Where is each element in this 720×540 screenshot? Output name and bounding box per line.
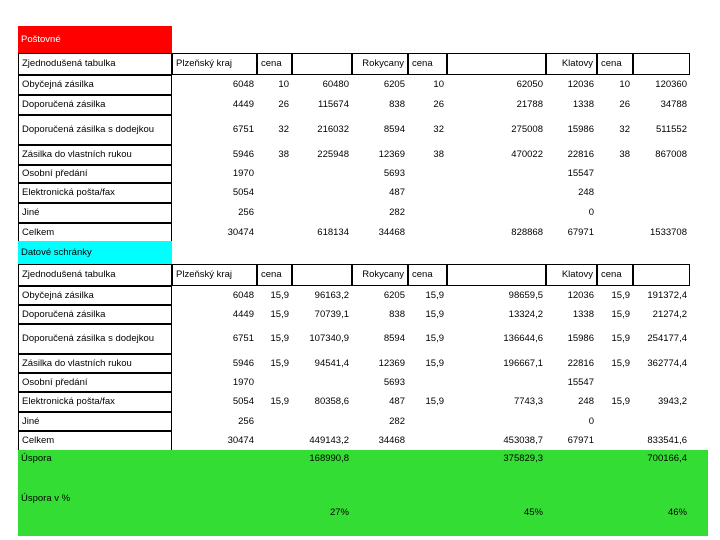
section1-osobni-predani-cell: [292, 165, 352, 183]
section2-jine-label: Jiné: [18, 412, 172, 431]
section1-elektronicka-posta-cell: [408, 183, 447, 203]
section1-header-cell: Plzeňský kraj: [172, 53, 257, 75]
section1-elektronicka-posta-cell: 5054: [232, 187, 254, 199]
section2-obycejna-cell: 98659,5: [508, 289, 543, 301]
section2-elektronicka-posta-cell: 15,9: [611, 396, 630, 408]
section1-doporucena-label: Doporučená zásilka: [18, 95, 172, 115]
section1-osobni-predani-cell: [633, 165, 690, 183]
section1-celkem-cell: 34468: [378, 227, 405, 239]
section1-jine-cell: [292, 203, 352, 223]
section1-vlastni-ruce-cell: 22816: [567, 149, 594, 161]
section1-doporucena-cell: 21788: [516, 99, 543, 111]
section1-obycejna-cell: 120360: [655, 79, 687, 91]
section1-doporucena-dodejka-cell: 15986: [567, 124, 594, 136]
section1-header-cell: cena: [257, 53, 292, 75]
section1-header-cell: [447, 53, 546, 75]
section2-vlastni-ruce-cell: 5946: [232, 357, 254, 369]
section1-osobni-predani-cell: [447, 165, 546, 183]
section2-obycejna-cell: 15,9: [270, 289, 289, 301]
section2-elektronicka-posta-cell: 3943,2: [657, 396, 687, 408]
section2-obycejna-cell: 96163,2: [314, 289, 349, 301]
section2-jine-cell: 282: [389, 415, 405, 427]
section2-celkem-cell: [597, 431, 633, 451]
section2-celkem-cell: [257, 431, 292, 451]
section1-doporucena-dodejka-cell: 511552: [656, 124, 687, 136]
section2-obycejna-cell: 191372,4: [647, 289, 687, 301]
section2-osobni-predani-cell: 5693: [383, 376, 405, 388]
section1-elektronicka-posta-cell: [292, 183, 352, 203]
section2-doporucena-dodejka-cell: 15986: [567, 333, 594, 345]
section1-elektronicka-posta-cell: [597, 183, 633, 203]
section2-elektronicka-posta-cell: 487: [389, 396, 405, 408]
section1-jine-cell: [447, 203, 546, 223]
section1-jine-cell: [257, 203, 292, 223]
section1-jine-cell: 0: [588, 207, 594, 219]
section2-vlastni-ruce-cell: 362774,4: [647, 357, 687, 369]
section2-obycejna-label: Obyčejná zásilka: [18, 286, 172, 305]
section1-osobni-predani-label: Osobní předání: [18, 165, 172, 183]
section2-elektronicka-posta-cell: 7743,3: [513, 396, 543, 408]
section2-header-cell: Klatovy: [546, 264, 597, 286]
summary-uspora-value: 375829,3: [503, 453, 543, 464]
section2-celkem-cell: 453038,7: [503, 435, 543, 447]
summary-uspora-procenta-value: 45%: [523, 507, 543, 519]
section1-header-cell: Klatovy: [546, 53, 597, 75]
section1-osobni-predani-cell: 5693: [383, 168, 405, 180]
section1-elektronicka-posta-cell: [447, 183, 546, 203]
section2-header-cell: cena: [257, 264, 292, 286]
summary-uspora-procenta-label: Úspora v %: [21, 493, 71, 504]
section2-obycejna-cell: 6205: [383, 289, 405, 301]
section2-elektronicka-posta-cell: 80358,6: [314, 396, 349, 408]
section2-vlastni-ruce-cell: 15,9: [270, 357, 289, 369]
section2-celkem-cell: 34468: [378, 435, 405, 447]
section1-doporucena-dodejka-label: Doporučená zásilka s dodejkou: [18, 115, 172, 145]
section2-doporucena-dodejka-cell: 136644,6: [503, 333, 543, 345]
section1-osobni-predani-cell: 1970: [232, 168, 254, 180]
section2-vlastni-ruce-cell: 15,9: [425, 357, 444, 369]
summary-uspora-value: 168990,8: [309, 453, 349, 464]
section1-jine-cell: 282: [389, 207, 405, 219]
section2-jine-cell: [633, 412, 690, 431]
section1-celkem-cell: [408, 223, 447, 243]
section1-elektronicka-posta-cell: [633, 183, 690, 203]
section1-celkem-cell: 67971: [567, 227, 594, 239]
section2-obycejna-cell: 12036: [567, 289, 594, 301]
section2-header-cell: cena: [597, 264, 633, 286]
section1-jine-cell: [597, 203, 633, 223]
section1-obycejna-cell: 6048: [232, 79, 254, 91]
section1-jine-cell: 256: [238, 207, 254, 219]
section2-header-cell: cena: [408, 264, 447, 286]
section2-header-cell: Rokycany: [352, 264, 408, 286]
section1-obycejna-cell: 10: [433, 79, 444, 91]
section1-elektronicka-posta-cell: [257, 183, 292, 203]
section2-doporucena-dodejka-cell: 107340,9: [309, 333, 349, 345]
section1-celkem-cell: 30474: [227, 227, 254, 239]
section1-doporucena-dodejka-cell: 32: [278, 124, 289, 136]
section1-doporucena-cell: 1338: [572, 99, 594, 111]
section2-obycejna-cell: 6048: [232, 289, 254, 301]
section1-vlastni-ruce-cell: 470022: [511, 149, 543, 161]
section2-doporucena-cell: 13324,2: [508, 308, 543, 320]
section1-doporucena-cell: 26: [278, 99, 289, 111]
section2-doporucena-cell: 4449: [232, 308, 254, 320]
section2-elektronicka-posta-label: Elektronická pošta/fax: [18, 392, 172, 412]
section2-elektronicka-posta-cell: 248: [578, 396, 594, 408]
section2-doporucena-label: Doporučená zásilka: [18, 305, 172, 324]
section2-jine-cell: [597, 412, 633, 431]
section2-celkem-cell: [408, 431, 447, 451]
section2-doporucena-dodejka-cell: 15,9: [270, 333, 289, 345]
section1-vlastni-ruce-cell: 225948: [317, 149, 349, 161]
section2-osobni-predani-cell: [257, 373, 292, 392]
section2-doporucena-dodejka-cell: 254177,4: [647, 333, 687, 345]
section1-obycejna-cell: 10: [619, 79, 630, 91]
summary-uspora-label: Úspora: [21, 453, 52, 464]
section1-celkem-cell: 828868: [511, 227, 543, 239]
section2-vlastni-ruce-cell: 22816: [567, 357, 594, 369]
section2-doporucena-cell: 15,9: [270, 308, 289, 320]
section1-header-cell: cena: [408, 53, 447, 75]
section1-celkem-cell: [257, 223, 292, 243]
section2-vlastni-ruce-label: Zásilka do vlastních rukou: [18, 354, 172, 373]
section1-elektronicka-posta-cell: 487: [389, 187, 405, 199]
summary-uspora-procenta-value: 46%: [667, 507, 687, 519]
section2-celkem-cell: 67971: [567, 435, 594, 447]
section1-vlastni-ruce-cell: 867008: [655, 149, 687, 161]
section1-jine-cell: [633, 203, 690, 223]
summary-uspora-value: 700166,4: [647, 453, 687, 464]
section2-header-cell: [447, 264, 546, 286]
section1-header-cell: Rokycany: [352, 53, 408, 75]
section2-vlastni-ruce-cell: 12369: [378, 357, 405, 369]
section1-celkem-label: Celkem: [18, 223, 172, 243]
section1-celkem-cell: [597, 223, 633, 243]
section2-osobni-predani-cell: [633, 373, 690, 392]
section1-jine-label: Jiné: [18, 203, 172, 223]
section2-osobni-predani-cell: [597, 373, 633, 392]
section1-vlastni-ruce-label: Zásilka do vlastních rukou: [18, 145, 172, 165]
section1-vlastni-ruce-cell: 38: [278, 149, 289, 161]
section2-header-cell: Plzeňský kraj: [172, 264, 257, 286]
section2-doporucena-cell: 70739,1: [314, 308, 349, 320]
section1-osobni-predani-cell: 15547: [567, 168, 594, 180]
section1-title: Poštovné: [18, 26, 172, 53]
section1-vlastni-ruce-cell: 5946: [232, 149, 254, 161]
section2-vlastni-ruce-cell: 94541,4: [314, 357, 349, 369]
section2-doporucena-cell: 1338: [572, 308, 594, 320]
section2-doporucena-cell: 21274,2: [652, 308, 687, 320]
section2-jine-cell: [257, 412, 292, 431]
summary-uspora-procenta-value: 27%: [329, 507, 349, 519]
section2-vlastni-ruce-cell: 15,9: [611, 357, 630, 369]
section1-obycejna-cell: 62050: [516, 79, 543, 91]
section2-header-label: Zjednodušená tabulka: [18, 264, 172, 286]
section1-header-cell: [292, 53, 352, 75]
section2-celkem-label: Celkem: [18, 431, 172, 451]
section1-doporucena-cell: 26: [433, 99, 444, 111]
section1-header-label: Zjednodušená tabulka: [18, 53, 172, 75]
section1-obycejna-cell: 12036: [567, 79, 594, 91]
section1-doporucena-cell: 4449: [232, 99, 254, 111]
section2-doporucena-cell: 15,9: [611, 308, 630, 320]
section1-doporucena-cell: 838: [389, 99, 405, 111]
section2-obycejna-cell: 15,9: [611, 289, 630, 301]
section2-jine-cell: 256: [238, 415, 254, 427]
section1-vlastni-ruce-cell: 38: [433, 149, 444, 161]
section2-jine-cell: [292, 412, 352, 431]
section1-doporucena-dodejka-cell: 32: [619, 124, 630, 136]
section1-jine-cell: [408, 203, 447, 223]
section1-vlastni-ruce-cell: 38: [619, 149, 630, 161]
section1-elektronicka-posta-cell: 248: [578, 187, 594, 199]
section2-doporucena-dodejka-cell: 6751: [232, 333, 254, 345]
section1-doporucena-dodejka-cell: 6751: [232, 124, 254, 136]
section1-celkem-cell: 1533708: [650, 227, 687, 239]
section2-elektronicka-posta-cell: 15,9: [270, 396, 289, 408]
section2-jine-cell: [447, 412, 546, 431]
section2-celkem-cell: 30474: [227, 435, 254, 447]
section1-osobni-predani-cell: [408, 165, 447, 183]
section1-doporucena-cell: 26: [619, 99, 630, 111]
section2-elektronicka-posta-cell: 5054: [232, 396, 254, 408]
section2-elektronicka-posta-cell: 15,9: [425, 396, 444, 408]
section2-osobni-predani-cell: 15547: [567, 376, 594, 388]
section1-elektronicka-posta-label: Elektronická pošta/fax: [18, 183, 172, 203]
section1-doporucena-dodejka-cell: 216032: [317, 124, 349, 136]
section1-header-cell: [633, 53, 690, 75]
section1-obycejna-label: Obyčejná zásilka: [18, 75, 172, 95]
section2-osobni-predani-cell: [447, 373, 546, 392]
section2-doporucena-dodejka-cell: 15,9: [611, 333, 630, 345]
section2-header-cell: [292, 264, 352, 286]
section2-header-cell: [633, 264, 690, 286]
section1-vlastni-ruce-cell: 12369: [378, 149, 405, 161]
section2-doporucena-cell: 838: [389, 308, 405, 320]
section1-doporucena-cell: 115674: [318, 99, 349, 111]
section2-doporucena-dodejka-cell: 8594: [383, 333, 405, 345]
section1-doporucena-dodejka-cell: 275008: [511, 124, 543, 136]
section2-jine-cell: 0: [588, 415, 594, 427]
section1-obycejna-cell: 6205: [383, 79, 405, 91]
section2-vlastni-ruce-cell: 196667,1: [503, 357, 543, 369]
section1-osobni-predani-cell: [597, 165, 633, 183]
section2-osobni-predani-label: Osobní předání: [18, 373, 172, 392]
section2-osobni-predani-cell: [292, 373, 352, 392]
section2-obycejna-cell: 15,9: [425, 289, 444, 301]
section1-obycejna-cell: 60480: [322, 79, 349, 91]
section1-doporucena-dodejka-cell: 32: [433, 124, 444, 136]
section2-doporucena-cell: 15,9: [425, 308, 444, 320]
section1-doporucena-dodejka-cell: 8594: [383, 124, 405, 136]
section2-celkem-cell: 449143,2: [309, 435, 349, 447]
section1-obycejna-cell: 10: [278, 79, 289, 91]
section1-osobni-predani-cell: [257, 165, 292, 183]
section2-celkem-cell: 833541,6: [647, 435, 687, 447]
section2-doporucena-dodejka-label: Doporučená zásilka s dodejkou: [18, 324, 172, 354]
section2-doporucena-dodejka-cell: 15,9: [425, 333, 444, 345]
section2-osobni-predani-cell: [408, 373, 447, 392]
section1-doporucena-cell: 34788: [660, 99, 687, 111]
section1-header-cell: cena: [597, 53, 633, 75]
section2-title: Datové schránky: [18, 241, 172, 264]
section1-celkem-cell: 618134: [317, 227, 349, 239]
section2-jine-cell: [408, 412, 447, 431]
section2-osobni-predani-cell: 1970: [232, 376, 254, 388]
